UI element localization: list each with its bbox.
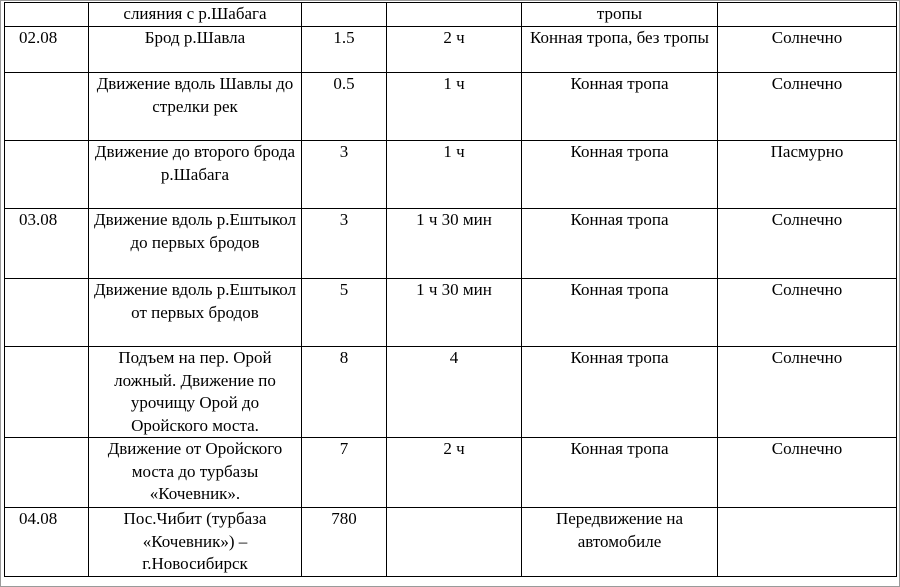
path-type-cell [522,209,718,279]
time-cell [387,27,522,73]
weather-cell-text: Солнечно [771,348,843,367]
date-cell [5,141,89,209]
path-type-cell [522,347,718,438]
weather-cell [718,73,897,141]
distance-cell [302,438,387,508]
date-cell [5,508,89,577]
route-cell [89,347,302,438]
time-cell-text: 1 ч 30 мин [416,210,492,229]
path-type-cell [522,141,718,209]
time-cell [387,508,522,577]
date-cell [5,27,89,73]
path-type-cell [522,279,718,347]
distance-cell-text: 7 [339,439,349,458]
weather-cell-text: Солнечно [771,28,843,47]
weather-cell-text: Пасмурно [770,142,844,161]
time-cell-text: 2 ч [443,439,465,458]
route-table [4,2,897,577]
weather-cell-text: Солнечно [771,74,843,93]
time-cell [387,279,522,347]
weather-cell-text: Солнечно [771,210,843,229]
time-cell [387,438,522,508]
route-cell [89,3,302,27]
date-cell-text: 02.08 [19,28,58,47]
path-type-cell-text: Конная тропа [570,142,669,161]
date-cell [5,73,89,141]
distance-cell [302,347,387,438]
route-cell-text: Подъем на пер. Орой ложный. Движение по урочищу Орой до Оройского моста. [114,348,276,435]
table-row [5,27,897,73]
weather-cell [718,508,897,577]
weather-cell [718,3,897,27]
date-cell [5,3,89,27]
table-row [5,73,897,141]
route-cell-text: слияния с р.Шабага [123,4,267,23]
route-cell [89,141,302,209]
path-type-cell-text: Конная тропа, без тропы [530,28,709,47]
table-row [5,508,897,577]
path-type-cell-text: Конная тропа [570,348,669,367]
distance-cell-text: 3 [339,142,349,161]
route-table-body [5,3,897,577]
route-cell-text: Брод р.Шавла [144,28,246,47]
path-type-cell-text: Конная тропа [570,74,669,93]
path-type-cell-text: Конная тропа [570,280,669,299]
date-cell-text: 03.08 [19,210,58,229]
route-cell-text: Движение вдоль Шавлы до стрелки рек [96,74,294,116]
date-cell-text: 04.08 [19,509,58,528]
date-cell [5,209,89,279]
time-cell-text: 1 ч [443,142,465,161]
weather-cell-text: Солнечно [771,280,843,299]
time-cell [387,141,522,209]
weather-cell [718,27,897,73]
route-cell [89,508,302,577]
route-cell [89,438,302,508]
distance-cell [302,141,387,209]
table-row [5,279,897,347]
route-cell-text: Движение вдоль р.Ештыкол от первых бродов [93,280,297,322]
time-cell [387,73,522,141]
distance-cell [302,508,387,577]
distance-cell-text: 3 [339,210,349,229]
weather-cell [718,141,897,209]
route-cell-text: Движение до второго брода р.Шабага [94,142,296,184]
table-row [5,209,897,279]
weather-cell-text: Солнечно [771,439,843,458]
weather-cell [718,279,897,347]
weather-cell [718,438,897,508]
route-cell [89,279,302,347]
route-cell [89,73,302,141]
route-cell-text: Движение от Оройского моста до турбазы «Кочевник». [107,439,283,503]
date-cell [5,279,89,347]
path-type-cell [522,508,718,577]
distance-cell [302,73,387,141]
path-type-cell-text: тропы [596,4,643,23]
path-type-cell [522,3,718,27]
distance-cell-text: 1.5 [333,28,355,47]
time-cell-text: 4 [449,348,459,367]
distance-cell-text: 5 [339,280,349,299]
route-cell-text: Пос.Чибит (турбаза «Кочевник») – г.Новосибирск [123,509,267,573]
table-row [5,438,897,508]
path-type-cell-text: Конная тропа [570,210,669,229]
distance-cell-text: 8 [339,348,349,367]
distance-cell [302,3,387,27]
table-row [5,141,897,209]
time-cell-text: 1 ч 30 мин [416,280,492,299]
time-cell [387,209,522,279]
time-cell-text: 1 ч [443,74,465,93]
path-type-cell-text: Конная тропа [570,439,669,458]
path-type-cell [522,73,718,141]
distance-cell [302,209,387,279]
distance-cell-text: 0.5 [333,74,355,93]
distance-cell [302,279,387,347]
route-cell-text: Движение вдоль р.Ештыкол до первых бродов [93,210,297,252]
date-cell [5,438,89,508]
time-cell [387,347,522,438]
table-row [5,3,897,27]
path-type-cell [522,438,718,508]
date-cell [5,347,89,438]
distance-cell [302,27,387,73]
weather-cell [718,209,897,279]
time-cell [387,3,522,27]
distance-cell-text: 780 [331,509,357,528]
route-cell [89,209,302,279]
route-cell [89,27,302,73]
time-cell-text: 2 ч [443,28,465,47]
path-type-cell-text: Передвижение на автомобиле [555,509,684,551]
path-type-cell [522,27,718,73]
table-row [5,347,897,438]
weather-cell [718,347,897,438]
